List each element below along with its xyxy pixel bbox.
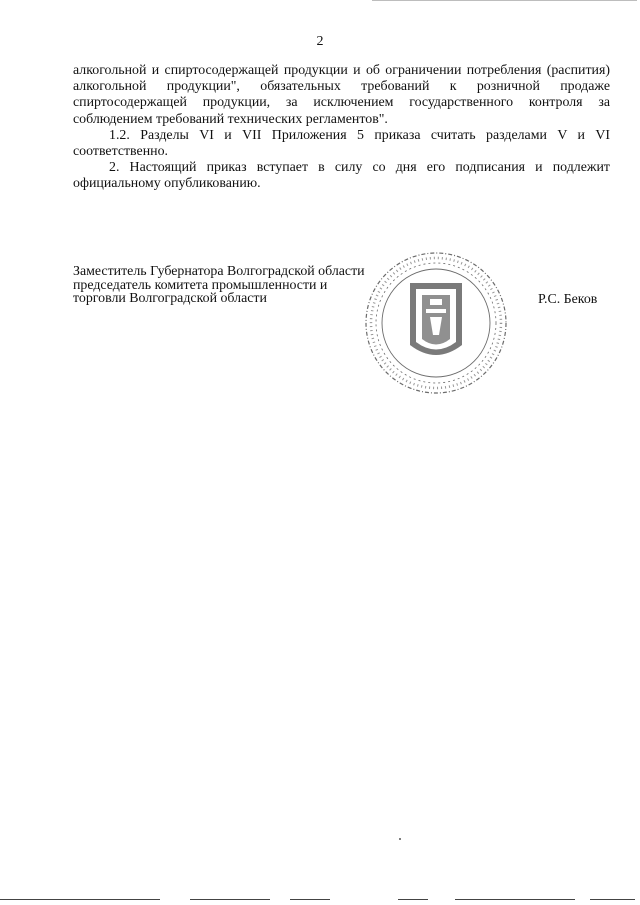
paragraph-item-2: 2. Настоящий приказ вступает в силу со дня его подписания и подлежит официальному опубликованию. [73,160,610,192]
paragraph-continuation: алкогольной и спиртосодержащей продукции и об ограничении потребления (распития) алкогольной продукции", обязательных требований к розничной продаже спиртосодержащей продукции, за исключением государственного контроля за соблюдением требований технических регламентов". [73,63,610,127]
paragraph-item-1-2: 1.2. Разделы VI и VII Приложения 5 приказа считать разделами V и VI соответственно. [73,127,610,160]
scan-edge-top [372,0,637,1]
signatory-name: Р.С. Беков [538,292,598,307]
signatory-position [73,265,403,306]
position-line-1: Заместитель Губернатора Волгоградской области [73,264,365,279]
scan-edge-bottom [0,898,640,902]
position-line-2: председатель комитета промышленности и [73,277,328,293]
document-body [73,63,610,193]
position-line-3: торговли Волгоградской области [73,291,267,307]
scan-speck [399,838,401,840]
page-number: 2 [316,34,324,49]
